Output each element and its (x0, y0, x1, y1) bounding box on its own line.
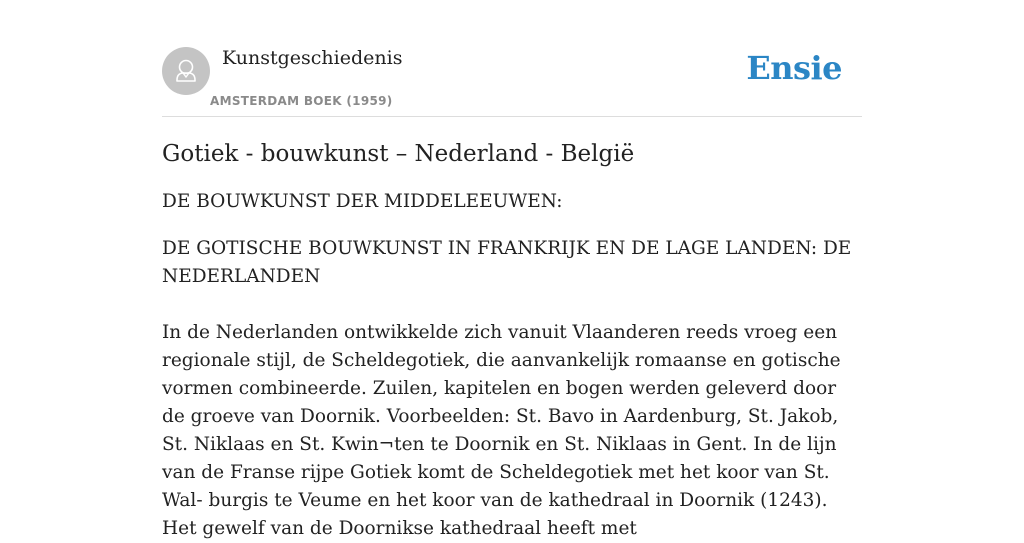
source-label[interactable]: AMSTERDAM BOEK (1959) (210, 94, 393, 108)
user-icon (162, 47, 210, 95)
article-paragraph: In de Nederlanden ontwikkelde zich vanuit Vlaanderen reeds vroeg een regionale stijl, de Scheldegotiek, die aanvankelijk romaanse en gotische vormen combineerde. Zuilen, kapitelen en bogen werden geleverd door de groeve van Doornik. Voorbeelden: St. Bavo in Aardenburg, St. Jakob, St. Niklaas en St. Kwin¬ten te Doornik en St. Niklaas in Gent. In de lijn van de Franse rijpe Gotiek komt de Scheldegotiek met het koor van St. Wal- burgis te Veume en het koor van de kathedraal in Doornik (1243). Het gewelf van de Doornikse kathedraal heeft met (162, 322, 841, 539)
ensie-logo[interactable]: Ensie (746, 49, 842, 87)
avatar[interactable] (162, 47, 210, 95)
article-header (162, 44, 862, 117)
category-link[interactable]: Kunstgeschiedenis (222, 47, 403, 69)
section-heading-1: DE BOUWKUNST DER MIDDELEEUWEN: (162, 191, 563, 212)
page-title: Gotiek - bouwkunst – Nederland - België (162, 141, 635, 167)
section-heading-2: DE GOTISCHE BOUWKUNST IN FRANKRIJK EN DE LAGE LANDEN: DE NEDERLANDEN (162, 238, 852, 287)
article-body (162, 138, 864, 543)
